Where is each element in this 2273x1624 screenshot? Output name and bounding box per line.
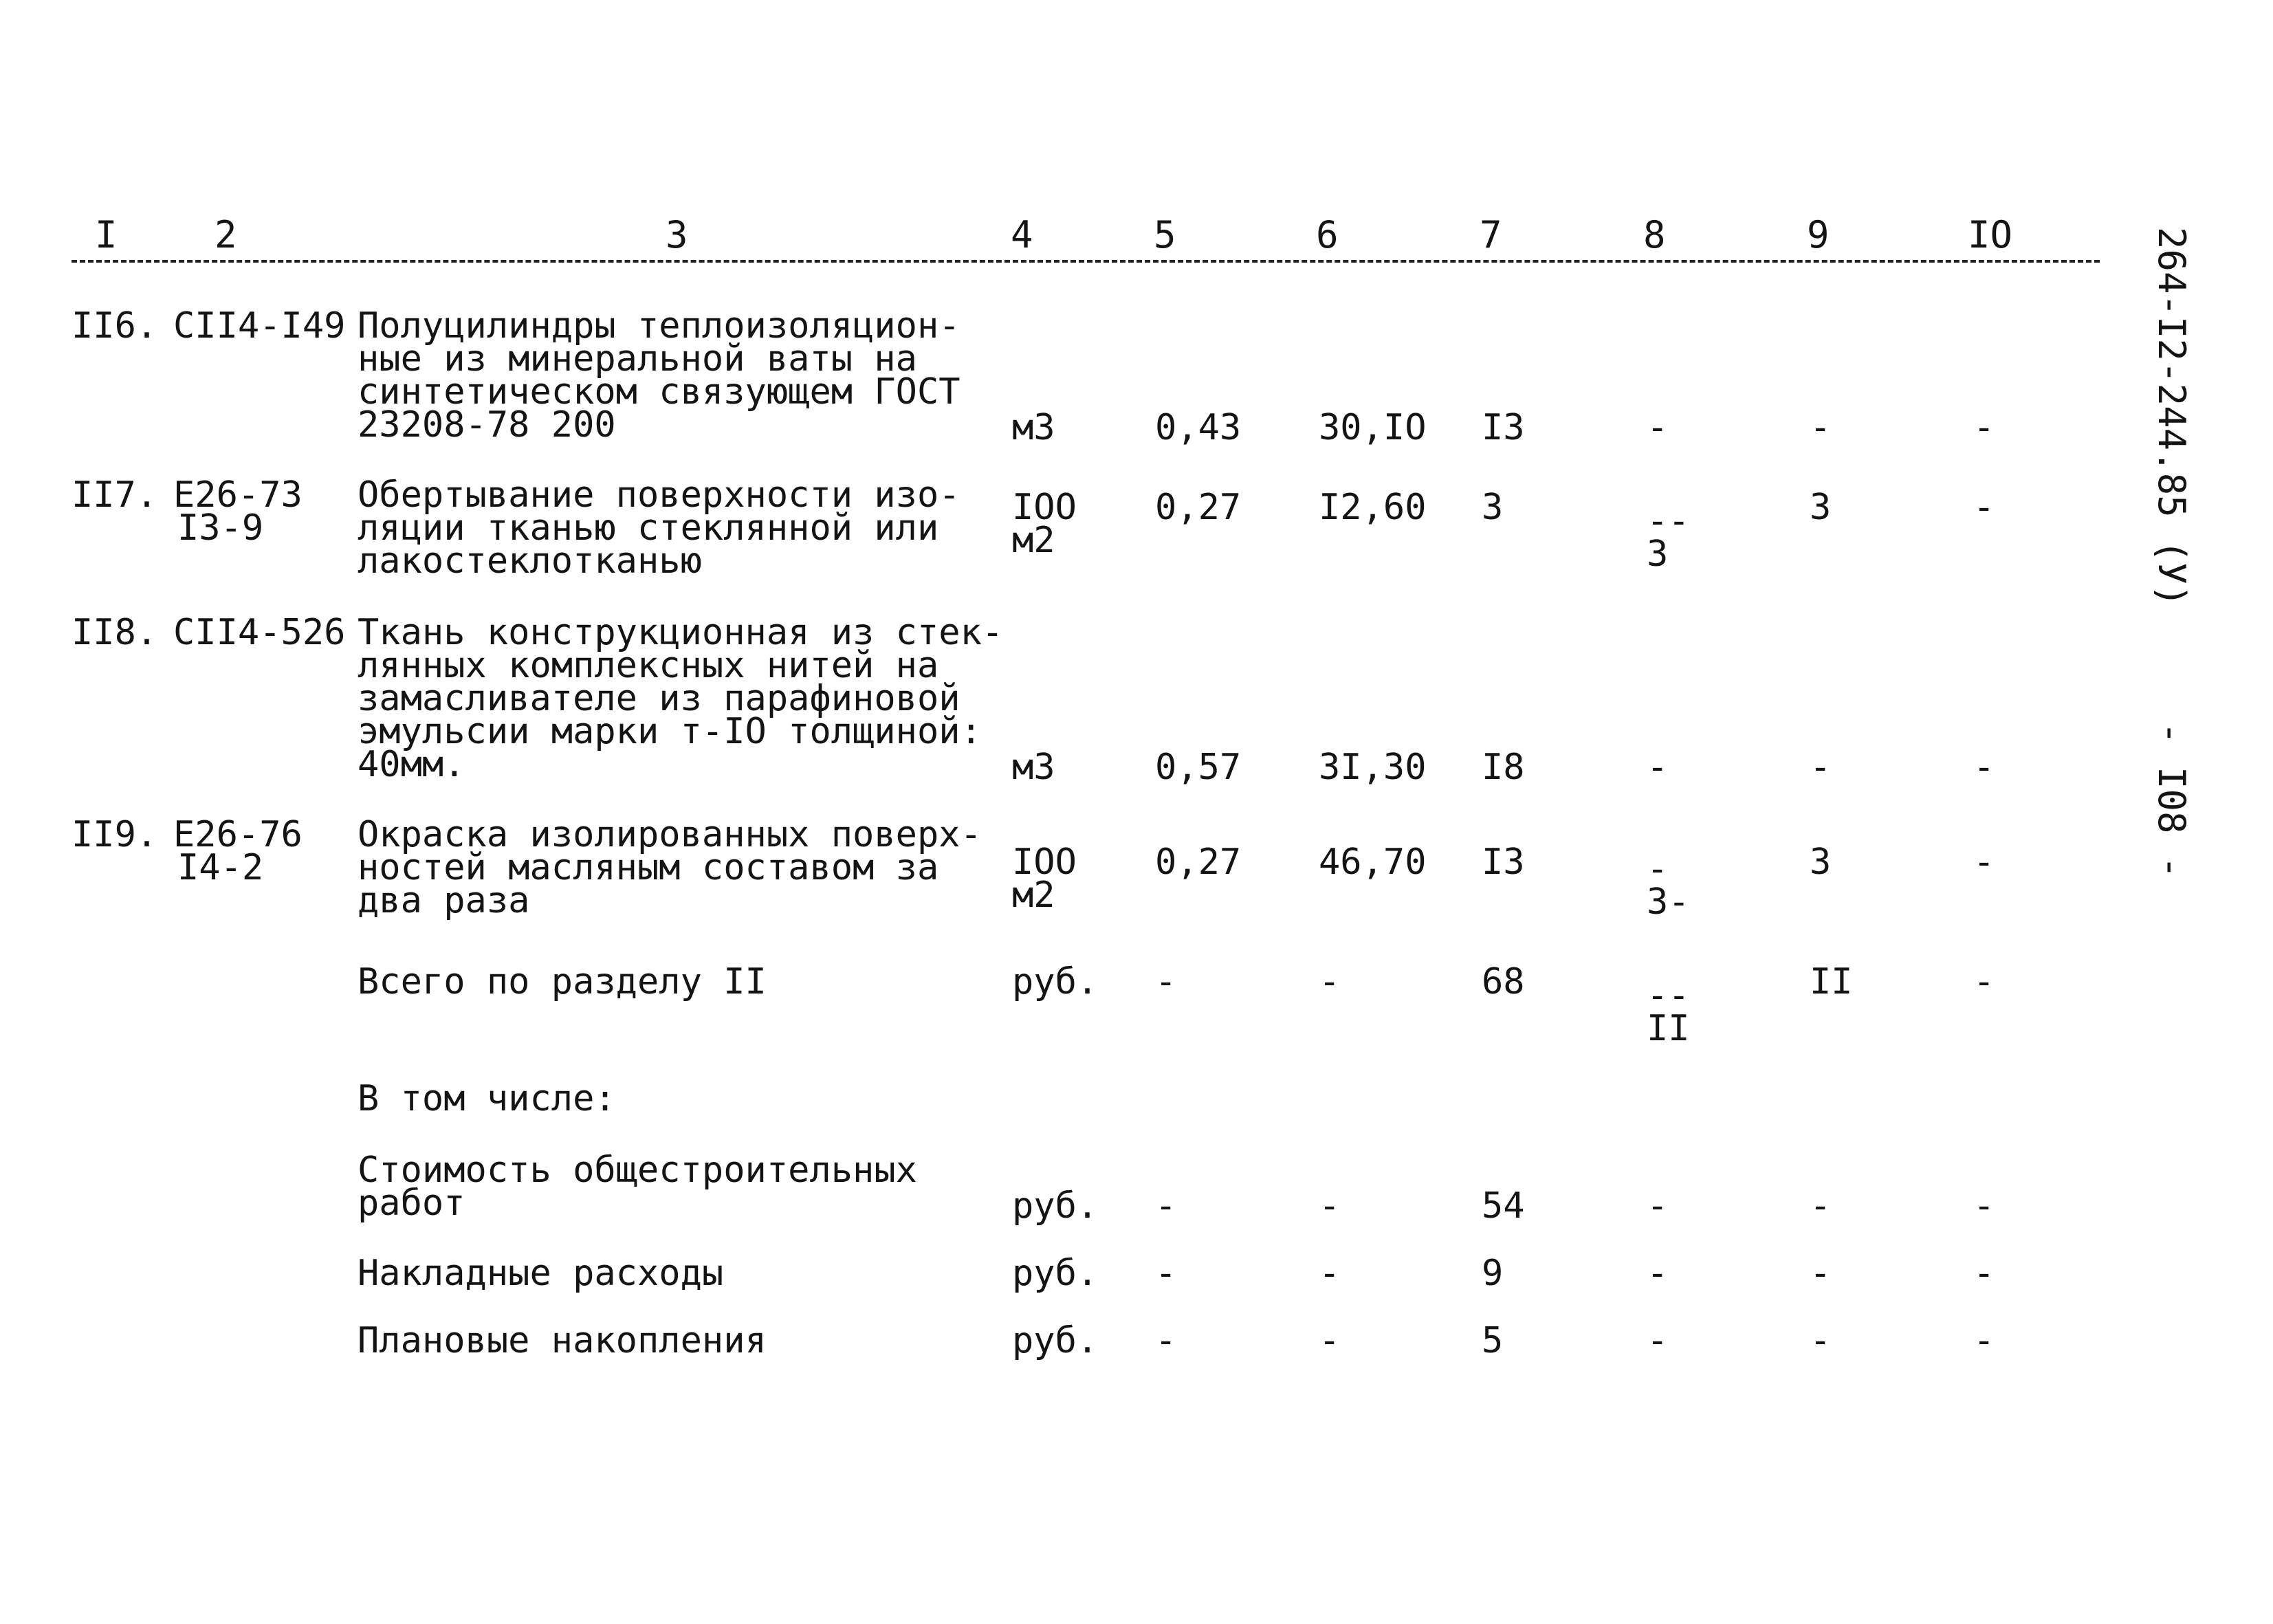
row-col10: - [1973,747,1995,788]
row-unit: руб. [1012,1320,1099,1361]
row-description-line: 40мм. [358,744,465,785]
row-code-sub: I4-2 [177,847,264,888]
row-number: II8. [72,612,158,653]
row-number: II9. [72,814,158,855]
row-col8: - [1647,1185,1669,1227]
row-col7: 5 [1482,1320,1504,1361]
subheading: В том числе: [358,1078,616,1119]
column-header-7: 7 [1480,213,1502,256]
row-code: СII4-I49 [173,305,346,347]
row-col10: - [1973,1253,1995,1294]
row-unit: м3 [1012,407,1055,448]
row-col7: I3 [1482,842,1525,883]
column-header-4: 4 [1011,213,1033,256]
row-unit: руб. [1012,961,1099,1002]
row-description-line: Обертывание поверхности изо- [358,474,960,516]
row-col6: 46,70 [1319,842,1427,883]
row-unit: м3 [1012,747,1055,788]
row-description-line: лянных комплексных нитей на [358,645,939,686]
row-code: СII4-526 [173,612,346,653]
row-col7: 54 [1482,1185,1525,1227]
fraction-denominator: II [1647,1008,1690,1049]
row-unit-sub: м2 [1012,875,1055,916]
row-description-line: синтетическом связующем ГОСТ [358,371,960,413]
breakdown-label-line: Стоимость общестроительных [358,1150,917,1191]
document-code: 264-I2-244.85 (У) [2150,227,2193,607]
row-col6: - [1319,1185,1341,1227]
row-col8-fraction [1647,501,1690,575]
fraction-numerator: -- [1647,501,1690,542]
column-header-9: 9 [1807,213,1830,256]
breakdown-label-line: Плановые накопления [358,1320,767,1361]
row-col7: 9 [1482,1253,1504,1294]
row-col10: - [1973,487,1995,528]
breakdown-label-line: Накладные расходы [358,1253,724,1294]
fraction-numerator: -- [1647,975,1690,1016]
column-header-6: 6 [1316,213,1339,256]
row-col7: 3 [1482,487,1504,528]
column-header-1: I [95,213,118,256]
fraction-denominator: 3- [1647,881,1690,923]
row-col5: - [1155,961,1177,1002]
row-col9: 3 [1810,487,1832,528]
row-col6: - [1319,961,1341,1002]
row-number: II6. [72,305,158,347]
row-col6: - [1319,1320,1341,1361]
row-col5: 0,27 [1155,487,1242,528]
row-col6: 30,IO [1319,407,1427,448]
row-col9: - [1810,747,1832,788]
row-col5: - [1155,1253,1177,1294]
column-header-3: 3 [666,213,688,256]
row-col9: - [1810,1320,1832,1361]
row-description-line: Полуцилиндры теплоизоляцион- [358,305,960,347]
row-description-line: Окраска изолированных поверх- [358,814,982,855]
row-unit: IOO [1012,842,1077,883]
row-code: Е26-73 [173,474,303,516]
row-col5: - [1155,1185,1177,1227]
row-col10: - [1973,1320,1995,1361]
row-unit: руб. [1012,1253,1099,1294]
row-col7: I3 [1482,407,1525,448]
row-unit: руб. [1012,1185,1099,1227]
column-header-2: 2 [215,213,237,256]
row-col9: - [1810,1253,1832,1294]
row-col8-fraction [1647,975,1690,1049]
header-divider [72,260,2100,263]
row-col8: - [1647,1253,1669,1294]
row-description-line: эмульсии марки т-IO толщиной: [358,711,982,752]
row-col6: - [1319,1253,1341,1294]
row-col7: 68 [1482,961,1525,1002]
row-col5: 0,27 [1155,842,1242,883]
row-col9: - [1810,1185,1832,1227]
row-description-line: ные из минеральной ваты на [358,338,917,380]
row-description-line: два раза [358,880,530,921]
row-col10: - [1973,842,1995,883]
row-col9: II [1810,961,1853,1002]
fraction-numerator: - [1647,848,1669,890]
row-col6: 3I,30 [1319,747,1427,788]
total-label: Всего по разделу II [358,961,767,1002]
breakdown-label-line: работ [358,1183,465,1224]
row-col8: - [1647,407,1669,448]
row-col8: - [1647,747,1669,788]
row-description-line: замасливателе из парафиновой [358,678,960,719]
row-unit-sub: м2 [1012,520,1055,561]
row-description-line: Ткань конструкционная из стек- [358,612,1004,653]
page-number: - I08 - [2150,722,2193,879]
row-col8: - [1647,1320,1669,1361]
column-header-10: IO [1968,213,2013,256]
row-description-line: ляции тканью стеклянной или [358,507,939,549]
row-code: Е26-76 [173,814,303,855]
row-col10: - [1973,1185,1995,1227]
row-col10: - [1973,407,1995,448]
row-col7: I8 [1482,747,1525,788]
row-col5: 0,57 [1155,747,1242,788]
row-col10: - [1973,961,1995,1002]
row-col6: I2,60 [1319,487,1427,528]
row-col9: - [1810,407,1832,448]
row-col8-fraction [1647,848,1690,923]
row-col9: 3 [1810,842,1832,883]
row-description-line: ностей масляным составом за [358,847,939,888]
row-number: II7. [72,474,158,516]
column-header-5: 5 [1154,213,1176,256]
row-description-line: лакостеклотканью [358,540,702,582]
column-header-8: 8 [1643,213,1666,256]
row-col5: 0,43 [1155,407,1242,448]
row-col5: - [1155,1320,1177,1361]
fraction-denominator: 3 [1647,534,1669,575]
row-unit: IOO [1012,487,1077,528]
row-description-line: 23208-78 200 [358,404,616,446]
row-code-sub: I3-9 [177,507,264,549]
